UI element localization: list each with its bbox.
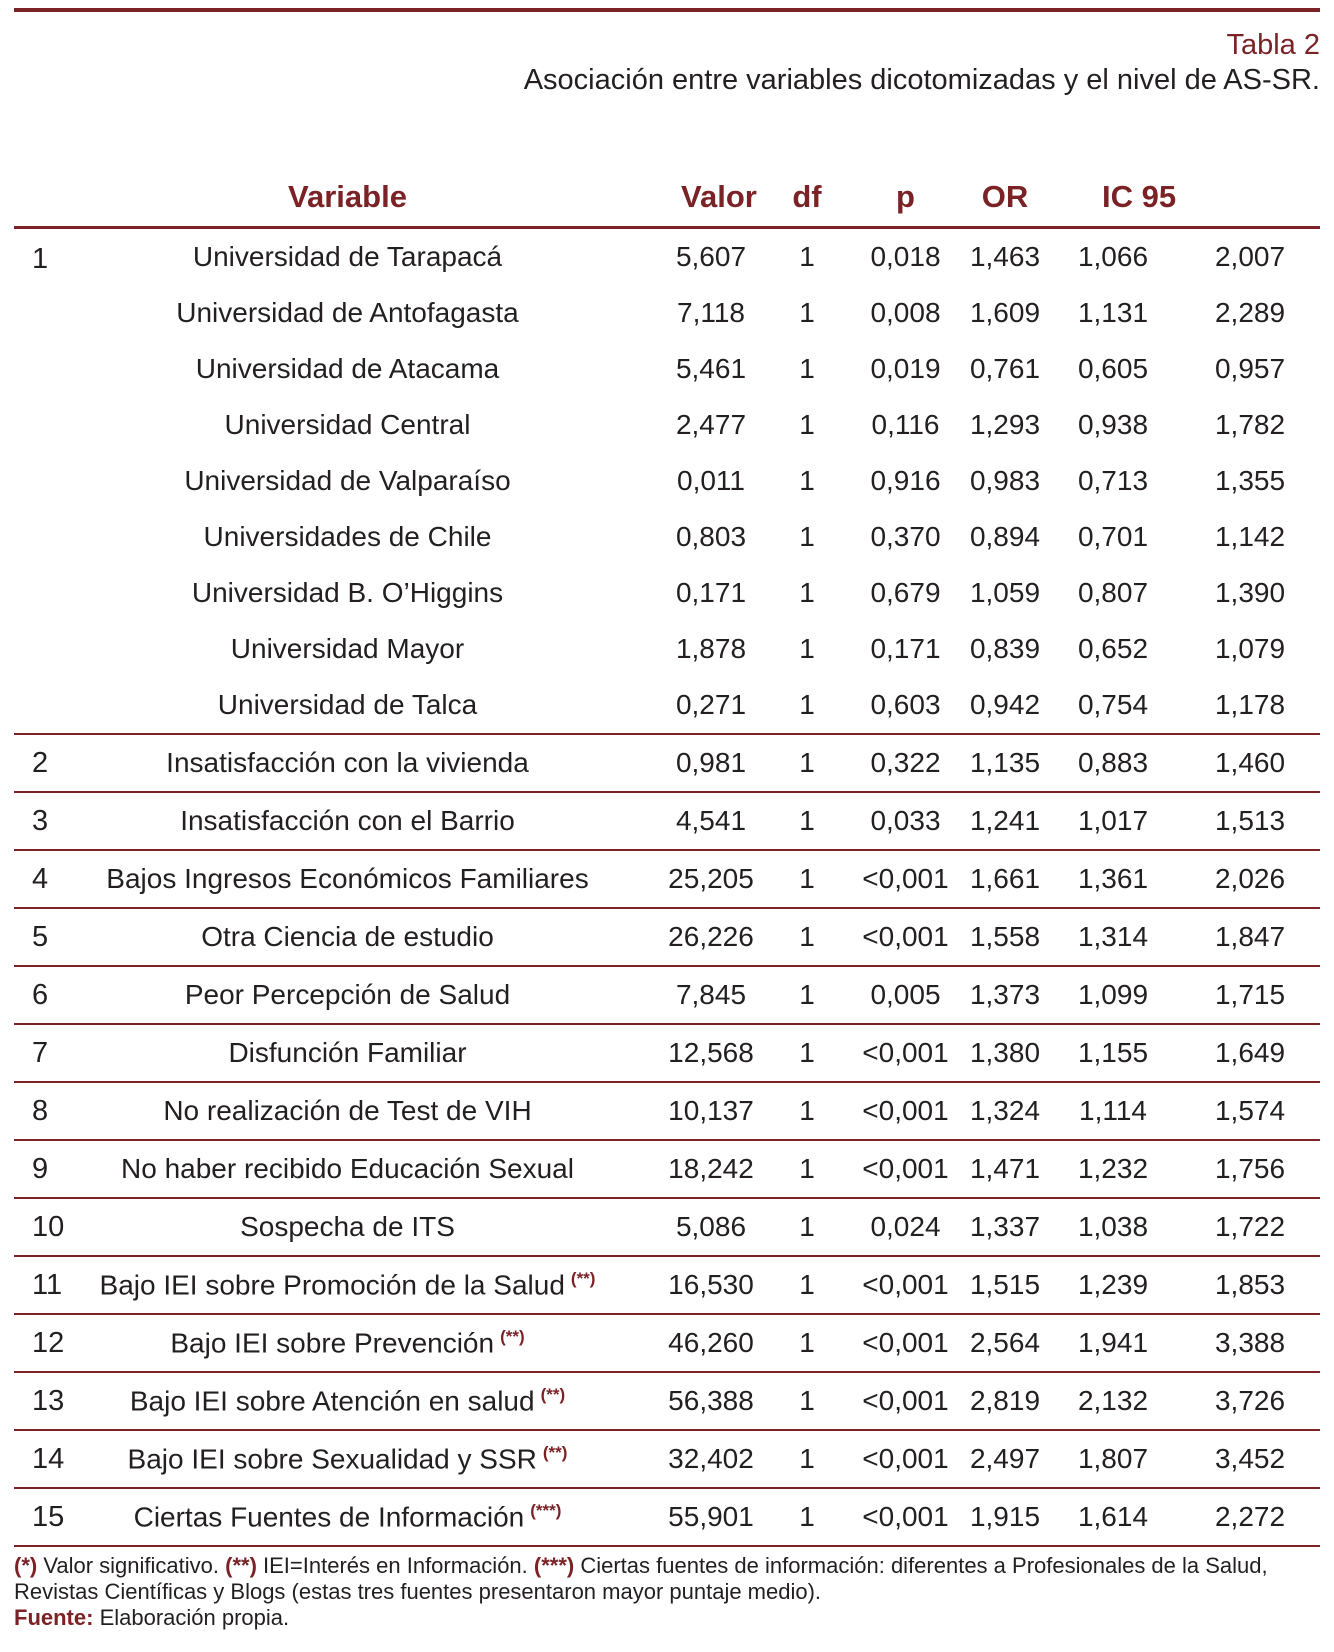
source-label: Fuente:	[14, 1605, 94, 1630]
row-or: 1,241	[969, 805, 1041, 836]
row-df: 1	[799, 979, 815, 1010]
table-title: Asociación entre variables dicotomizadas y el nivel de AS-SR.	[523, 64, 1320, 96]
row-valor: 55,901	[668, 1501, 754, 1532]
variable-label: Universidad de Talca	[217, 689, 478, 720]
row-or: 1,293	[969, 409, 1041, 440]
row-df: 1	[799, 1327, 815, 1358]
row-valor: 5,461	[675, 353, 747, 384]
row-ic-low: 1,807	[1077, 1443, 1149, 1474]
table-row	[14, 1372, 1320, 1430]
row-valor: 0,271	[675, 689, 747, 720]
row-variable	[70, 1024, 655, 1082]
header-or: OR	[981, 178, 1029, 214]
row-df: 1	[799, 465, 815, 496]
table-row	[14, 453, 1320, 509]
row-df: 1	[799, 1037, 815, 1068]
row-ic-high: 1,574	[1214, 1095, 1286, 1126]
row-valor: 4,541	[675, 805, 747, 836]
table-label: Tabla 2	[1226, 29, 1320, 61]
row-valor: 1,878	[675, 633, 747, 664]
row-ic-low: 1,066	[1077, 241, 1149, 272]
row-variable	[70, 734, 655, 792]
variable-label: Universidad de Atacama	[195, 353, 500, 384]
row-ic-low: 1,017	[1077, 805, 1149, 836]
row-variable	[70, 341, 655, 397]
table-row	[14, 397, 1320, 453]
row-or: 1,337	[969, 1211, 1041, 1242]
row-p: <0,001	[862, 1501, 949, 1532]
row-p: 0,019	[870, 353, 941, 384]
footnote-text-3: Ciertas fuentes de información: diferentes a Profesionales de la Salud, Revistas Científicas y Blogs (estas tres fuentes presentaron mayor puntaje medio).	[14, 1553, 1268, 1604]
header-variable: Variable	[288, 178, 407, 214]
row-variable	[70, 677, 655, 734]
header-valor: Valor	[681, 178, 757, 214]
table-row	[14, 1140, 1320, 1198]
row-ic-low: 0,754	[1077, 689, 1149, 720]
variable-label: Universidad de Tarapacá	[192, 241, 503, 272]
row-or: 2,564	[969, 1327, 1041, 1358]
row-ic-high: 2,289	[1214, 297, 1286, 328]
row-or: 1,135	[969, 747, 1041, 778]
row-df: 1	[799, 241, 815, 272]
row-variable	[70, 565, 655, 621]
row-df: 1	[799, 521, 815, 552]
row-df: 1	[799, 353, 815, 384]
row-or: 0,761	[969, 353, 1041, 384]
row-p: 0,033	[870, 805, 941, 836]
row-number: 7	[32, 1036, 49, 1069]
row-df: 1	[799, 863, 815, 894]
row-number: 8	[32, 1094, 49, 1127]
row-ic-high: 1,649	[1214, 1037, 1286, 1068]
row-ic-low: 1,155	[1077, 1037, 1149, 1068]
variable-label: Bajo IEI sobre Atención en salud	[129, 1385, 535, 1417]
row-valor: 46,260	[668, 1327, 754, 1358]
row-df: 1	[799, 1211, 815, 1242]
row-ic-high: 1,460	[1214, 747, 1286, 778]
row-or: 2,497	[969, 1443, 1041, 1474]
row-ic-high: 1,178	[1214, 689, 1286, 720]
row-ic-high: 2,026	[1214, 863, 1286, 894]
table-row	[14, 1082, 1320, 1140]
data-table	[14, 167, 1320, 1547]
row-df: 1	[799, 1153, 815, 1184]
variable-label: Universidades de Chile	[203, 521, 492, 552]
row-ic-high: 1,847	[1214, 921, 1286, 952]
row-number: 9	[32, 1152, 49, 1185]
row-variable	[70, 908, 655, 966]
table-row	[14, 1430, 1320, 1488]
row-ic-low: 1,361	[1077, 863, 1149, 894]
row-or: 1,661	[969, 863, 1041, 894]
row-valor: 0,011	[677, 465, 745, 496]
row-df: 1	[799, 409, 815, 440]
footnote-marker: (***)	[530, 1500, 562, 1520]
row-or: 1,059	[969, 577, 1041, 608]
row-valor: 56,388	[668, 1385, 754, 1416]
table-row	[14, 228, 1320, 286]
row-number: 15	[32, 1500, 65, 1533]
row-or: 0,894	[969, 521, 1041, 552]
row-ic-low: 1,941	[1077, 1327, 1149, 1358]
row-or: 1,324	[969, 1095, 1041, 1126]
table-row	[14, 677, 1320, 734]
row-ic-high: 2,272	[1214, 1501, 1286, 1532]
row-p: 0,024	[870, 1211, 941, 1242]
row-or: 0,839	[969, 633, 1041, 664]
row-ic-high: 1,355	[1214, 465, 1286, 496]
row-or: 1,609	[969, 297, 1041, 328]
table-row	[14, 966, 1320, 1024]
row-variable	[70, 1314, 655, 1372]
table-row	[14, 792, 1320, 850]
table-row	[14, 850, 1320, 908]
row-p: 0,322	[870, 747, 941, 778]
row-or: 0,942	[969, 689, 1041, 720]
row-ic-high: 1,853	[1214, 1269, 1286, 1300]
row-df: 1	[799, 1443, 815, 1474]
row-df: 1	[799, 689, 815, 720]
row-variable	[70, 1372, 655, 1430]
row-variable	[70, 509, 655, 565]
table-row	[14, 1024, 1320, 1082]
row-valor: 18,242	[668, 1153, 754, 1184]
row-p: <0,001	[862, 863, 949, 894]
row-number: 13	[32, 1384, 65, 1417]
row-valor: 5,086	[675, 1211, 747, 1242]
row-number: 1	[14, 228, 70, 735]
row-p: <0,001	[862, 1037, 949, 1068]
row-valor: 32,402	[668, 1443, 754, 1474]
row-variable	[70, 1430, 655, 1488]
row-valor: 7,845	[675, 979, 747, 1010]
row-variable	[70, 792, 655, 850]
row-df: 1	[799, 633, 815, 664]
row-number: 2	[32, 746, 49, 779]
row-number: 12	[32, 1326, 65, 1359]
table-caption	[524, 28, 1320, 98]
row-p: 0,008	[870, 297, 941, 328]
row-df: 1	[799, 577, 815, 608]
variable-label: Universidad B. O’Higgins	[191, 577, 504, 608]
table-row	[14, 509, 1320, 565]
row-p: <0,001	[862, 1095, 949, 1126]
row-or: 1,463	[969, 241, 1041, 272]
row-variable	[70, 228, 655, 286]
variable-label: Universidad Mayor	[230, 633, 465, 664]
footnote-text-1: Valor significativo.	[37, 1553, 226, 1578]
table-row	[14, 621, 1320, 677]
row-p: 0,679	[870, 577, 941, 608]
variable-label: Sospecha de ITS	[240, 1211, 455, 1242]
row-df: 1	[799, 747, 815, 778]
row-ic-low: 0,807	[1077, 577, 1149, 608]
footnote-mark-3: (***)	[533, 1553, 575, 1578]
row-valor: 12,568	[668, 1037, 754, 1068]
row-ic-high: 0,957	[1214, 353, 1286, 384]
row-ic-low: 0,713	[1077, 465, 1149, 496]
variable-label: Bajo IEI sobre Prevención	[170, 1327, 495, 1359]
footnote-marker: (**)	[542, 1442, 568, 1462]
row-ic-high: 2,007	[1214, 241, 1286, 272]
row-p: <0,001	[862, 1269, 949, 1300]
footnote-mark-1: (*)	[14, 1553, 38, 1578]
row-valor: 26,226	[668, 921, 754, 952]
table-row	[14, 908, 1320, 966]
row-valor: 2,477	[675, 409, 747, 440]
row-number: 5	[32, 920, 49, 953]
table-row	[14, 285, 1320, 341]
row-ic-high: 3,452	[1214, 1443, 1286, 1474]
row-or: 1,558	[969, 921, 1041, 952]
row-ic-high: 1,722	[1214, 1211, 1286, 1242]
row-df: 1	[799, 921, 815, 952]
row-df: 1	[799, 1095, 815, 1126]
footnote	[14, 1553, 1320, 1631]
variable-label: Bajo IEI sobre Promoción de la Salud	[99, 1269, 565, 1301]
table-body	[14, 228, 1320, 1547]
row-p: 0,005	[870, 979, 941, 1010]
row-ic-high: 1,390	[1214, 577, 1286, 608]
row-ic-high: 1,782	[1214, 409, 1286, 440]
row-df: 1	[799, 297, 815, 328]
variable-label: No haber recibido Educación Sexual	[121, 1153, 574, 1184]
row-p: <0,001	[862, 1385, 949, 1416]
row-valor: 10,137	[668, 1095, 754, 1126]
row-number: 14	[32, 1442, 65, 1475]
row-ic-low: 1,114	[1079, 1095, 1147, 1126]
row-variable	[70, 621, 655, 677]
row-variable	[70, 1488, 655, 1546]
header-df: df	[792, 178, 822, 214]
row-ic-high: 3,388	[1214, 1327, 1286, 1358]
row-ic-high: 1,513	[1214, 805, 1286, 836]
row-or: 1,471	[969, 1153, 1041, 1184]
row-ic-low: 1,239	[1077, 1269, 1149, 1300]
header-row	[14, 167, 1320, 228]
row-ic-low: 0,652	[1077, 633, 1149, 664]
row-ic-low: 0,605	[1077, 353, 1149, 384]
row-or: 1,380	[969, 1037, 1041, 1068]
row-ic-high: 1,756	[1214, 1153, 1286, 1184]
variable-label: Universidad de Antofagasta	[176, 297, 519, 328]
table-row	[14, 1198, 1320, 1256]
row-ic-high: 1,079	[1214, 633, 1286, 664]
header-num	[14, 167, 70, 228]
row-ic-low: 1,099	[1077, 979, 1149, 1010]
row-df: 1	[799, 805, 815, 836]
row-p: 0,171	[870, 633, 941, 664]
source-text: Elaboración propia.	[93, 1605, 290, 1630]
row-valor: 7,118	[677, 297, 745, 328]
row-p: 0,603	[870, 689, 941, 720]
row-ic-low: 1,131	[1077, 297, 1149, 328]
row-p: 0,116	[871, 409, 940, 440]
row-variable	[70, 1082, 655, 1140]
table-row	[14, 1256, 1320, 1314]
row-ic-high: 1,142	[1214, 521, 1286, 552]
variable-label: Universidad de Valparaíso	[184, 465, 511, 496]
row-ic-low: 1,614	[1077, 1501, 1149, 1532]
row-ic-low: 1,038	[1077, 1211, 1149, 1242]
row-number: 10	[32, 1210, 65, 1243]
variable-label: Insatisfacción con el Barrio	[180, 805, 515, 836]
row-variable	[70, 285, 655, 341]
row-valor: 5,607	[675, 241, 747, 272]
variable-label: Disfunción Familiar	[228, 1037, 467, 1068]
row-ic-high: 3,726	[1214, 1385, 1286, 1416]
footnote-marker: (**)	[500, 1326, 525, 1346]
row-ic-low: 0,938	[1077, 409, 1149, 440]
variable-label: Otra Ciencia de estudio	[201, 921, 494, 952]
row-or: 2,819	[969, 1385, 1041, 1416]
row-valor: 25,205	[668, 863, 754, 894]
row-number: 6	[32, 978, 49, 1011]
variable-label: Bajo IEI sobre Sexualidad y SSR	[127, 1443, 537, 1475]
row-p: 0,370	[870, 521, 941, 552]
row-variable	[70, 1198, 655, 1256]
row-ic-low: 1,314	[1077, 921, 1149, 952]
row-ic-low: 0,701	[1077, 521, 1149, 552]
variable-label: Universidad Central	[224, 409, 471, 440]
row-variable	[70, 453, 655, 509]
row-p: 0,018	[870, 241, 941, 272]
row-or: 1,373	[969, 979, 1041, 1010]
row-valor: 0,171	[675, 577, 747, 608]
row-variable	[70, 1140, 655, 1198]
row-p: <0,001	[862, 921, 949, 952]
row-df: 1	[799, 1385, 815, 1416]
row-variable	[70, 850, 655, 908]
row-valor: 16,530	[668, 1269, 754, 1300]
table-row	[14, 734, 1320, 792]
variable-label: No realización de Test de VIH	[163, 1095, 532, 1126]
header-ic95: IC 95	[1102, 178, 1177, 214]
row-p: <0,001	[862, 1153, 949, 1184]
row-p: <0,001	[862, 1443, 949, 1474]
top-rule	[14, 8, 1320, 12]
row-df: 1	[799, 1269, 815, 1300]
table-row	[14, 565, 1320, 621]
row-or: 1,515	[969, 1269, 1041, 1300]
row-variable	[70, 1256, 655, 1314]
table-row	[14, 1314, 1320, 1372]
footnote-text-2: IEI=Interés en Información.	[256, 1553, 534, 1578]
variable-label: Bajos Ingresos Económicos Familiares	[106, 863, 589, 894]
row-ic-high: 1,715	[1214, 979, 1286, 1010]
footnote-marker: (**)	[540, 1384, 566, 1404]
row-p: 0,916	[870, 465, 941, 496]
row-variable	[70, 397, 655, 453]
table-row	[14, 341, 1320, 397]
footnote-marker: (**)	[570, 1268, 596, 1288]
row-or: 0,983	[969, 465, 1041, 496]
row-number: 11	[32, 1268, 63, 1301]
variable-label: Peor Percepción de Salud	[184, 979, 511, 1010]
header-p: p	[896, 178, 915, 214]
variable-label: Insatisfacción con la vivienda	[166, 747, 529, 778]
row-or: 1,915	[969, 1501, 1041, 1532]
row-ic-low: 1,232	[1077, 1153, 1149, 1184]
row-valor: 0,981	[675, 747, 747, 778]
table-row	[14, 1488, 1320, 1546]
row-p: <0,001	[862, 1327, 949, 1358]
row-ic-low: 0,883	[1077, 747, 1149, 778]
variable-label: Ciertas Fuentes de Información	[133, 1501, 525, 1533]
row-valor: 0,803	[675, 521, 747, 552]
row-variable	[70, 966, 655, 1024]
row-df: 1	[799, 1501, 815, 1532]
row-ic-low: 2,132	[1077, 1385, 1149, 1416]
row-number: 4	[32, 862, 49, 895]
footnote-mark-2: (**)	[225, 1553, 257, 1578]
row-number: 3	[32, 804, 49, 837]
